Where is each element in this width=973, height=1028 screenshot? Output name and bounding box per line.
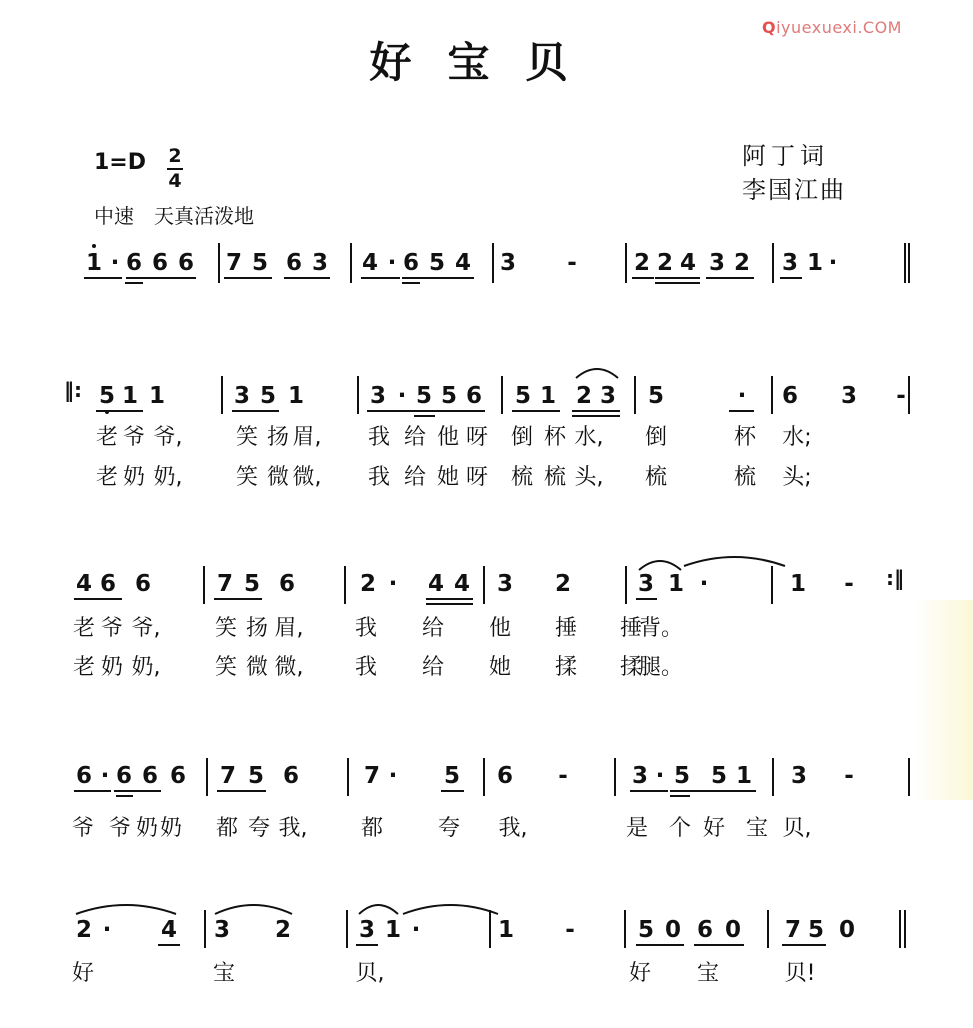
note: · (388, 763, 398, 789)
lyric-char: 腿。 (638, 655, 684, 680)
barline (614, 758, 616, 796)
lyric-char: 微, (292, 465, 322, 490)
underline-beam (367, 410, 438, 412)
lyric-char: 他 (488, 616, 512, 641)
lyric-char: 给 (403, 465, 427, 490)
note: 2 (733, 250, 751, 276)
note: 7 (363, 763, 381, 789)
underline-beam (414, 415, 435, 417)
underline-beam (402, 282, 420, 284)
lyric-char: 笑 (214, 655, 238, 680)
note: 3 (213, 917, 231, 943)
note: 3 (637, 571, 655, 597)
lyric-char: 他 (436, 425, 460, 450)
note: 7 (219, 763, 237, 789)
repeat-start: ‖: (64, 378, 82, 402)
lyric-char: 揉 (619, 655, 643, 680)
site-watermark: Qiyuexuexi.COM (762, 18, 902, 37)
lyric-char: 奶 (135, 816, 159, 841)
note: 3 (790, 763, 808, 789)
note: 5 (247, 763, 265, 789)
note: 1 (806, 250, 824, 276)
note: · (699, 571, 709, 597)
lyric-char: 我, (498, 816, 528, 841)
barline (204, 910, 206, 948)
lyric-char: 我 (354, 655, 378, 680)
lyric-char: 笑 (214, 616, 238, 641)
underline-beam (217, 790, 266, 792)
underline-beam (126, 277, 196, 279)
note: - (844, 763, 854, 789)
underline-beam (214, 598, 262, 600)
note: 3 (708, 250, 726, 276)
note: 6 (99, 571, 117, 597)
note: 5 (647, 383, 665, 409)
note: 4 (453, 571, 471, 597)
underline-beam (74, 598, 122, 600)
note: · (100, 763, 110, 789)
note: · (397, 383, 407, 409)
lyric-char: 梳 (510, 465, 534, 490)
underline-beam (441, 790, 464, 792)
underline-beam (782, 944, 826, 946)
barline (904, 910, 906, 948)
underline-beam (780, 277, 802, 279)
lyric-char: 笑 (235, 465, 259, 490)
composer-credit: 李国江曲 (742, 176, 846, 204)
lyric-char: 爷 (122, 425, 146, 450)
note: 6 (75, 763, 93, 789)
note: 0 (838, 917, 856, 943)
lyric-char: 给 (421, 655, 445, 680)
lyric-char: 老 (95, 425, 119, 450)
octave-dot (92, 244, 96, 248)
time-sig-top: 2 (168, 145, 182, 167)
lyric-char: 都 (360, 816, 384, 841)
lyric-char: 她 (436, 465, 460, 490)
lyric-char: 爷, (153, 425, 183, 450)
underline-beam (116, 795, 133, 797)
lyric-char: 奶 (159, 816, 183, 841)
barline (908, 376, 910, 414)
lyric-char: 背。 (638, 616, 684, 641)
note: - (896, 383, 906, 409)
lyric-char: 杯 (733, 425, 757, 450)
note: 2 (554, 571, 572, 597)
note: 1 (789, 571, 807, 597)
note: 5 (637, 917, 655, 943)
barline (203, 566, 205, 604)
note: 6 (141, 763, 159, 789)
note: 2 (274, 917, 292, 943)
lyric-char: 是 (625, 816, 649, 841)
note: 5 (98, 383, 116, 409)
lyric-char: 我 (354, 616, 378, 641)
note: 7 (784, 917, 802, 943)
lyric-char: 微, (274, 655, 304, 680)
barline (771, 566, 773, 604)
lyric-char: 贝, (355, 961, 385, 986)
note: 7 (216, 571, 234, 597)
lyric-char: 眉, (274, 616, 304, 641)
barline (492, 243, 494, 283)
note: · (388, 571, 398, 597)
barline (344, 566, 346, 604)
note: · (737, 383, 747, 409)
underline-beam (224, 277, 272, 279)
note: 5 (673, 763, 691, 789)
tempo-marking: 中速 天真活泼地 (94, 204, 254, 228)
lyric-char: 爷, (131, 616, 161, 641)
lyric-char: 夸 (437, 816, 461, 841)
lyric-char: 水; (782, 425, 812, 450)
tie-slur (74, 900, 178, 916)
tie-slur (682, 552, 787, 568)
lyric-char: 好 (628, 961, 652, 986)
underline-beam (74, 790, 111, 792)
lyric-char: 奶 (122, 465, 146, 490)
note: 6 (134, 571, 152, 597)
lyric-char: 扬 (266, 425, 290, 450)
barline (221, 376, 223, 414)
note: 5 (440, 383, 458, 409)
note: 4 (160, 917, 178, 943)
note: 0 (664, 917, 682, 943)
underline-beam (232, 410, 279, 412)
barline (347, 758, 349, 796)
barline (772, 243, 774, 283)
lyric-char: 梳 (543, 465, 567, 490)
note: 6 (151, 250, 169, 276)
note: 5 (251, 250, 269, 276)
note: 5 (514, 383, 532, 409)
underline-beam (694, 944, 744, 946)
note: 1 (539, 383, 557, 409)
note: 1 (85, 250, 103, 276)
barline (908, 243, 910, 283)
tie-slur (574, 364, 620, 380)
barline (767, 910, 769, 948)
note: · (110, 250, 120, 276)
note: 5 (259, 383, 277, 409)
tie-slur (213, 900, 294, 916)
note: 5 (443, 763, 461, 789)
underline-beam (402, 277, 474, 279)
lyric-char: 捶 (554, 616, 578, 641)
barline (908, 758, 910, 796)
note: 2 (656, 250, 674, 276)
barline (483, 758, 485, 796)
note: - (565, 917, 575, 943)
lyric-char: 贝, (782, 816, 812, 841)
tie-slur (637, 556, 683, 572)
lyric-char: 揉 (554, 655, 578, 680)
note: · (828, 250, 838, 276)
note: 2 (575, 383, 593, 409)
lyric-char: 笑 (235, 425, 259, 450)
lyric-char: 她 (488, 655, 512, 680)
barline (625, 566, 627, 604)
note: 1 (735, 763, 753, 789)
note: 3 (358, 917, 376, 943)
barline (904, 243, 906, 283)
barline (634, 376, 636, 414)
lyric-char: 老 (95, 465, 119, 490)
note: 3 (311, 250, 329, 276)
note: - (844, 571, 854, 597)
lyric-char: 老 (72, 616, 96, 641)
note: 6 (282, 763, 300, 789)
lyric-char: 贝! (784, 961, 816, 986)
key-signature: 1=D (94, 150, 147, 175)
note: 2 (75, 917, 93, 943)
note: 3 (496, 571, 514, 597)
note: 6 (496, 763, 514, 789)
lyric-char: 都 (215, 816, 239, 841)
note: 4 (75, 571, 93, 597)
underline-beam (706, 277, 754, 279)
underline-beam (670, 790, 756, 792)
note: · (387, 250, 397, 276)
barline (625, 243, 627, 283)
lyric-char: 好 (702, 816, 726, 841)
note: · (655, 763, 665, 789)
note: 6 (278, 571, 296, 597)
lyric-char: 爷 (108, 816, 132, 841)
lyric-char: 宝 (745, 816, 769, 841)
lyric-char: 个 (668, 816, 692, 841)
lyric-char: 给 (403, 425, 427, 450)
lyric-char: 爷 (100, 616, 124, 641)
note: 3 (631, 763, 649, 789)
note: 3 (369, 383, 387, 409)
lyric-char: 水, (574, 425, 604, 450)
lyric-char: 眉, (292, 425, 322, 450)
barline (350, 243, 352, 283)
note: 5 (710, 763, 728, 789)
note: 5 (807, 917, 825, 943)
note: 6 (169, 763, 187, 789)
lyric-char: 我 (367, 425, 391, 450)
note: 1 (121, 383, 139, 409)
note: 6 (115, 763, 133, 789)
note: 2 (633, 250, 651, 276)
song-title: 好宝贝 (369, 38, 604, 87)
note: - (567, 250, 577, 276)
note: 1 (497, 917, 515, 943)
note: - (558, 763, 568, 789)
lyric-char: 微 (245, 655, 269, 680)
lyric-char: 我, (278, 816, 308, 841)
underline-beam (96, 410, 143, 412)
underline-beam (636, 944, 684, 946)
lyric-char: 宝 (212, 961, 236, 986)
note: 6 (125, 250, 143, 276)
repeat-end: :‖ (886, 566, 904, 590)
note: 0 (724, 917, 742, 943)
lyric-char: 杯 (543, 425, 567, 450)
note: 6 (781, 383, 799, 409)
lyric-char: 好 (71, 961, 95, 986)
note: 4 (679, 250, 697, 276)
underline-beam (284, 277, 330, 279)
underline-beam (655, 277, 700, 279)
underline-beam (426, 598, 473, 600)
lyric-char: 奶 (100, 655, 124, 680)
note: 3 (599, 383, 617, 409)
underline-beam (729, 410, 754, 412)
lyric-char: 微 (266, 465, 290, 490)
lyric-char: 呀 (465, 465, 489, 490)
note: 6 (696, 917, 714, 943)
lyric-char: 梳 (644, 465, 668, 490)
barline (346, 910, 348, 948)
note: 4 (454, 250, 472, 276)
underline-beam (114, 790, 161, 792)
note: 6 (177, 250, 195, 276)
barline (501, 376, 503, 414)
lyric-char: 奶, (153, 465, 183, 490)
barline (206, 758, 208, 796)
note: 5 (243, 571, 261, 597)
lyric-char: 倒 (644, 425, 668, 450)
note: 6 (285, 250, 303, 276)
note: 1 (384, 917, 402, 943)
note: 1 (667, 571, 685, 597)
underline-beam (84, 277, 122, 279)
note: · (102, 917, 112, 943)
barline (357, 376, 359, 414)
lyricist-credit: 阿丁词 (742, 142, 829, 170)
underline-beam (356, 944, 378, 946)
barline (624, 910, 626, 948)
lyric-char: 梳 (733, 465, 757, 490)
note: 5 (415, 383, 433, 409)
note: 5 (428, 250, 446, 276)
lyric-char: 头, (574, 465, 604, 490)
lyric-char: 头; (782, 465, 812, 490)
note: 3 (233, 383, 251, 409)
underline-beam (670, 795, 690, 797)
lyric-char: 奶, (131, 655, 161, 680)
underline-beam (158, 944, 180, 946)
barline (218, 243, 220, 283)
lyric-char: 捶 (619, 616, 643, 641)
lyric-char: 扬 (245, 616, 269, 641)
lyric-char: 呀 (465, 425, 489, 450)
underline-beam (512, 410, 560, 412)
note: 1 (148, 383, 166, 409)
note: 3 (781, 250, 799, 276)
underline-beam (426, 603, 473, 605)
underline-beam (655, 282, 700, 284)
note: · (411, 917, 421, 943)
note: 4 (427, 571, 445, 597)
underline-beam (361, 277, 400, 279)
underline-beam (636, 598, 657, 600)
underline-beam (630, 790, 668, 792)
lyric-char: 老 (72, 655, 96, 680)
note: 1 (287, 383, 305, 409)
note: 4 (361, 250, 379, 276)
lyric-char: 夸 (247, 816, 271, 841)
note: 7 (225, 250, 243, 276)
time-sig-bottom: 4 (168, 170, 182, 192)
note: 6 (402, 250, 420, 276)
underline-beam (438, 410, 485, 412)
underline-beam (572, 415, 620, 417)
note: 3 (499, 250, 517, 276)
underline-beam (572, 410, 620, 412)
barline (483, 566, 485, 604)
barline (899, 910, 901, 948)
note: 3 (840, 383, 858, 409)
lyric-char: 爷 (71, 816, 95, 841)
note: 2 (359, 571, 377, 597)
tie-slur (401, 900, 500, 916)
lyric-char: 宝 (696, 961, 720, 986)
underline-beam (632, 277, 654, 279)
paper-glow (913, 600, 973, 800)
lyric-char: 我 (367, 465, 391, 490)
barline (771, 376, 773, 414)
underline-beam (125, 282, 143, 284)
lyric-char: 给 (421, 616, 445, 641)
barline (772, 758, 774, 796)
lyric-char: 倒 (510, 425, 534, 450)
tie-slur (357, 900, 400, 916)
note: 6 (465, 383, 483, 409)
